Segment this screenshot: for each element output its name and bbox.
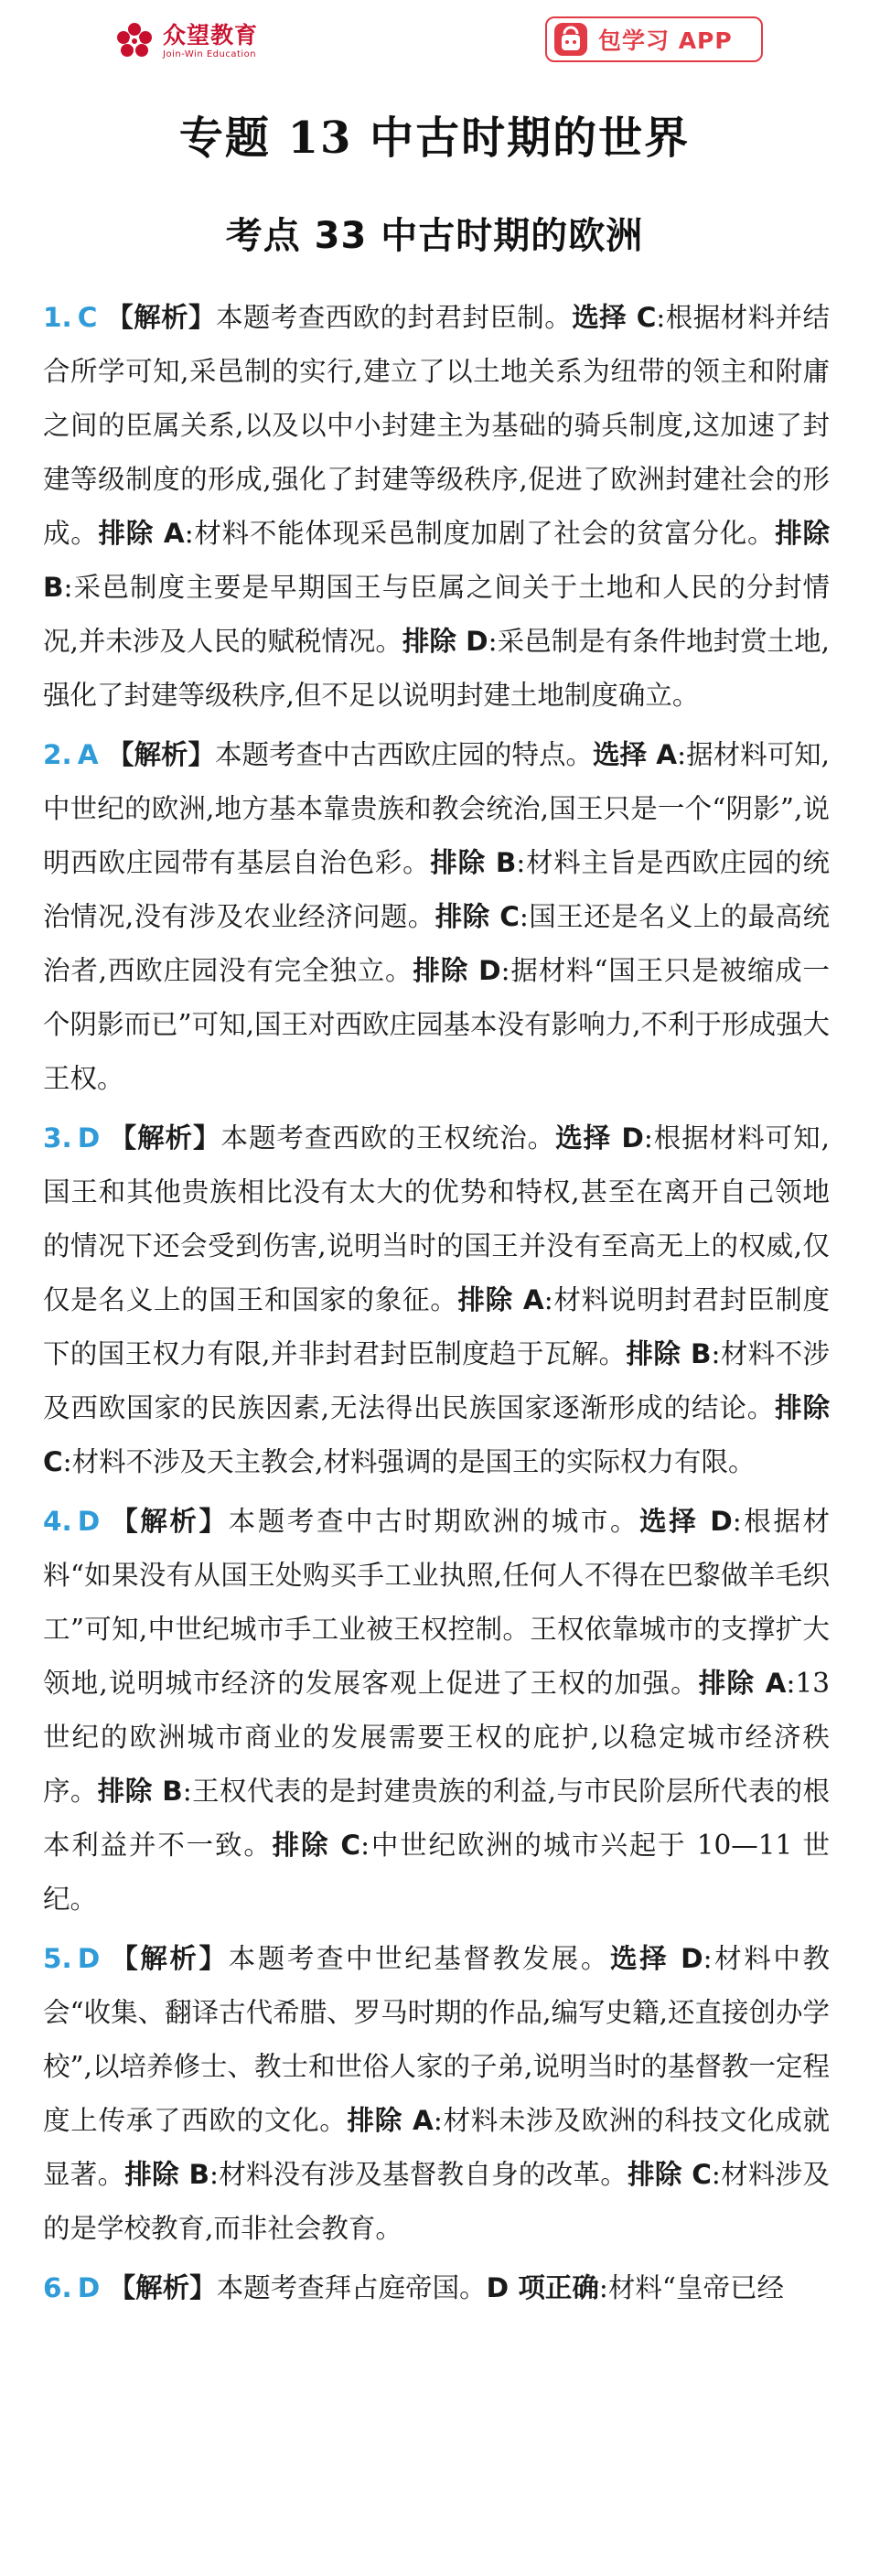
analysis-text: 本题考查中世纪基督教发展。 [228,1943,611,1974]
analysis-tag: 【解析】 [106,302,216,333]
analysis-tag: 【解析】 [108,2272,217,2303]
brand-name: 众望教育 [163,21,259,48]
question-number: 3. [43,1122,72,1154]
analysis-text: :材料涉及的是学校教育,而非社会教育。 [43,2159,830,2244]
option-verdict: 选择 D [639,1506,733,1537]
brand-name-en: Join-Win Education [163,48,257,59]
answer-item [43,1932,830,2256]
answer-item [43,2261,830,2315]
analysis-text: :据材料可知,中世纪的欧洲,地方基本靠贵族和教会统治,国王只是一个“阴影”,说明西欧庄园带有基层自治色彩。 [43,739,830,878]
analysis-text: :王权代表的是封建贵族的利益,与市民阶层所代表的根本利益并不一致。 [43,1776,830,1861]
analysis-text: :根据材料可知,国王和其他贵族相比没有太大的优势和特权,甚至在离开自己领地的情况下还会受到伤害,说明当时的国王并没有至高无上的权威,仅仅是名义上的国王和国家的象征。 [43,1122,830,1315]
option-verdict: D 项正确 [486,2272,599,2303]
answer-item [43,728,830,1106]
topic-title: 专题 13 中古时期的世界 [178,113,691,164]
option-verdict: 排除 C [43,1392,830,1477]
app-badge [545,16,763,62]
analysis-text: :材料不涉及天主教会,材料强调的是国王的实际权力有限。 [62,1446,756,1477]
analysis-text: 本题考查西欧的封君封臣制。 [215,302,573,333]
analysis-text: 本题考查西欧的王权统治。 [220,1122,556,1154]
option-verdict: 排除 C [628,2159,712,2190]
option-verdict: 选择 C [572,302,657,333]
answer-letter: C [77,302,98,333]
analysis-tag: 【解析】 [111,1943,229,1974]
option-verdict: 排除 B [626,1338,712,1369]
question-number: 6. [43,2272,72,2303]
option-verdict: 排除 C [272,1830,361,1861]
analysis-text: :国王还是名义上的最高统治者,西欧庄园没有完全独立。 [43,901,830,986]
option-verdict: 排除 B [43,518,830,603]
option-verdict: 排除 A [457,1284,544,1315]
option-verdict: 排除 D [402,626,488,657]
option-verdict: 排除 B [124,2159,209,2190]
analysis-text: :材料中教会“收集、翻译古代希腊、罗马时期的作品,编写史籍,还直接创办学校”,以培养修士、教士和世俗人家的子弟,说明当时的基督教一定程度上传承了西欧的文化。 [43,1943,830,2136]
answer-letter: D [77,2272,101,2303]
analysis-text: :采邑制度主要是早期国王与臣属之间关于土地和人民的分封情况,并未涉及人民的赋税情况。 [43,572,830,657]
analysis-text: :材料不涉及西欧国家的民族因素,无法得出民族国家逐渐形成的结论。 [43,1338,830,1423]
analysis-text: :中世纪欧洲的城市兴起于 10—11 世纪。 [43,1830,830,1915]
analysis-text: :根据材料“如果没有从国王处购买手工业执照,任何人不得在巴黎做羊毛织工”可知,中世纪城市手工业被王权控制。王权依靠城市的支撑扩大领地,说明城市经济的发展客观上促进了王权的加强。 [43,1506,830,1699]
option-verdict: 排除 A [698,1668,787,1699]
answer-item [43,1111,830,1489]
brand-logo [113,20,258,62]
answer-letter: D [77,1506,101,1537]
brand-flower-icon [113,20,156,62]
analysis-text: :材料说明封君封臣制度下的国王权力有限,并非封君封臣制度趋于瓦解。 [43,1284,830,1369]
analysis-text: :材料没有涉及基督教自身的改革。 [209,2159,628,2190]
analysis-text: :据材料“国王只是被缩成一个阴影而已”可知,国王对西欧庄园基本没有影响力,不利于形成强大王权。 [43,955,830,1094]
analysis-tag: 【解析】 [106,739,215,770]
app-label: 包学习 APP [598,27,733,54]
analysis-text: 本题考查拜占庭帝国。 [216,2272,487,2303]
analysis-text: :材料“皇帝已经 [598,2272,784,2303]
option-verdict: 排除 A [347,2105,434,2136]
answer-item [43,291,830,723]
analysis-text: :采邑制是有条件地封赏土地,强化了封建等级秩序,但不足以说明封建土地制度确立。 [43,626,830,711]
analysis-text: 本题考查中古时期欧洲的城市。 [228,1506,640,1537]
question-number: 1. [43,302,72,333]
answer-item [43,1495,830,1927]
answer-list [43,291,830,2321]
analysis-text: :13 世纪的欧洲城市商业的发展需要王权的庇护,以稳定城市经济秩序。 [43,1668,830,1807]
question-number: 5. [43,1943,72,1974]
analysis-tag: 【解析】 [109,1122,221,1154]
option-verdict: 排除 B [97,1776,183,1807]
analysis-text: :材料不能体现采邑制度加剧了社会的贫富分化。 [184,518,776,549]
answer-letter: A [77,739,99,770]
app-bag-icon [553,21,589,58]
option-verdict: 选择 D [555,1122,644,1154]
section-title: 考点 33 中古时期的欧洲 [225,215,644,257]
analysis-tag: 【解析】 [111,1506,229,1537]
answer-letter: D [77,1943,101,1974]
analysis-text: :材料未涉及欧洲的科技文化成就显著。 [43,2105,830,2190]
analysis-text: :根据材料并结合所学可知,采邑制的实行,建立了以土地关系为纽带的领主和附庸之间的臣属关系,以及以中小封建主为基础的骑兵制度,这加速了封建等级制度的形成,强化了封建等级秩序,促进了欧洲封建社会的形成。 [43,302,830,549]
option-verdict: 排除 A [98,518,185,549]
analysis-text: 本题考查中古西欧庄园的特点。 [214,739,594,770]
option-verdict: 排除 D [413,955,501,986]
option-verdict: 选择 D [610,1943,703,1974]
question-number: 2. [43,739,72,770]
question-number: 4. [43,1506,72,1537]
answer-letter: D [77,1122,101,1154]
option-verdict: 排除 C [434,901,520,932]
analysis-text: :材料主旨是西欧庄园的统治情况,没有涉及农业经济问题。 [43,847,830,932]
page-header [0,0,869,84]
option-verdict: 选择 A [593,739,678,770]
option-verdict: 排除 B [430,847,517,878]
